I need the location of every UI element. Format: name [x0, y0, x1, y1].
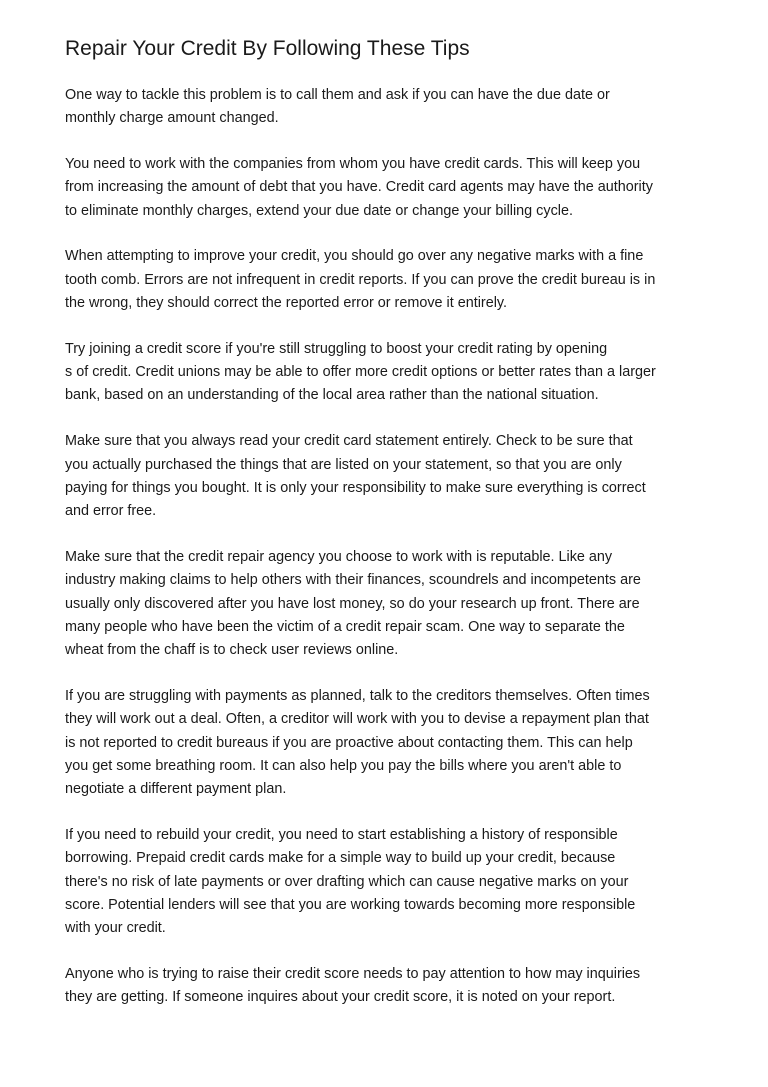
text-line: the wrong, they should correct the reported error or remove it entirely.: [65, 295, 508, 312]
text-line: monthly charge amount changed.: [65, 110, 279, 127]
paragraph: [65, 824, 707, 940]
paragraph: [65, 245, 707, 315]
text-line: s of credit. Credit unions may be able to offer more credit options or better rates than a larger: [65, 364, 656, 381]
text-line: usually only discovered after you have lost money, so do your research up front. There are: [65, 595, 640, 612]
text-line: they will work out a deal. Often, a creditor will work with you to devise a repayment plan that: [65, 711, 649, 728]
text-line: with your credit.: [65, 920, 166, 937]
paragraph: [65, 153, 707, 223]
paragraph: [65, 546, 707, 662]
text-line: Make sure that the credit repair agency you choose to work with is reputable. Like any: [65, 548, 613, 565]
text-line: When attempting to improve your credit, you should go over any negative marks with a fine: [65, 248, 644, 265]
text-line: and error free.: [65, 503, 157, 520]
text-line: Anyone who is trying to raise their credit score needs to pay attention to how may inquiries: [65, 965, 641, 982]
text-line: One way to tackle this problem is to call them and ask if you can have the due date or: [65, 87, 610, 103]
text-line: industry making claims to help others with their finances, scoundrels and incompetents are: [65, 572, 641, 589]
text-line: score. Potential lenders will see that you are working towards becoming more responsible: [65, 896, 636, 913]
text-line: many people who have been the victim of a credit repair scam. One way to separate the: [65, 618, 625, 635]
text-line: you actually purchased the things that are listed on your statement, so that you are only: [65, 456, 622, 473]
text-line: bank, based on an understanding of the local area rather than the national situation.: [65, 387, 599, 404]
text-line: You need to work with the companies from whom you have credit cards. This will keep you: [65, 156, 641, 173]
paragraph: [65, 430, 707, 523]
text-line: Try joining a credit score if you're still struggling to boost your credit rating by opening: [65, 340, 608, 357]
paragraph: [65, 963, 707, 1010]
text-line: is not reported to credit bureaus if you are proactive about contacting them. This can help: [65, 734, 633, 751]
text-line: Make sure that you always read your credit card statement entirely. Check to be sure that: [65, 433, 633, 450]
paragraph: [65, 84, 707, 131]
text-line: If you are struggling with payments as planned, talk to the creditors themselves. Often times: [65, 687, 650, 704]
text-line: there's no risk of late payments or over drafting which can cause negative marks on your: [65, 873, 629, 890]
text-line: wheat from the chaff is to check user reviews online.: [65, 642, 399, 659]
document-title: Repair Your Credit By Following These Tips: [65, 37, 470, 60]
paragraph: [65, 338, 707, 408]
text-line: to eliminate monthly charges, extend your due date or change your billing cycle.: [65, 202, 573, 219]
text-line: tooth comb. Errors are not infrequent in credit reports. If you can prove the credit bureau is in: [65, 271, 656, 288]
text-line: If you need to rebuild your credit, you need to start establishing a history of responsible: [65, 826, 618, 843]
text-line: paying for things you bought. It is only your responsibility to make sure everything is correct: [65, 479, 646, 496]
text-line: they are getting. If someone inquires about your credit score, it is noted on your report.: [65, 989, 616, 1006]
text-line: from increasing the amount of debt that you have. Credit card agents may have the authority: [65, 179, 653, 196]
text-line: borrowing. Prepaid credit cards make for a simple way to build up your credit, because: [65, 850, 616, 867]
text-line: negotiate a different payment plan.: [65, 781, 287, 798]
document-page: [65, 36, 707, 1032]
paragraph: [65, 685, 707, 801]
text-line: you get some breathing room. It can also help you pay the bills where you aren't able to: [65, 757, 622, 774]
